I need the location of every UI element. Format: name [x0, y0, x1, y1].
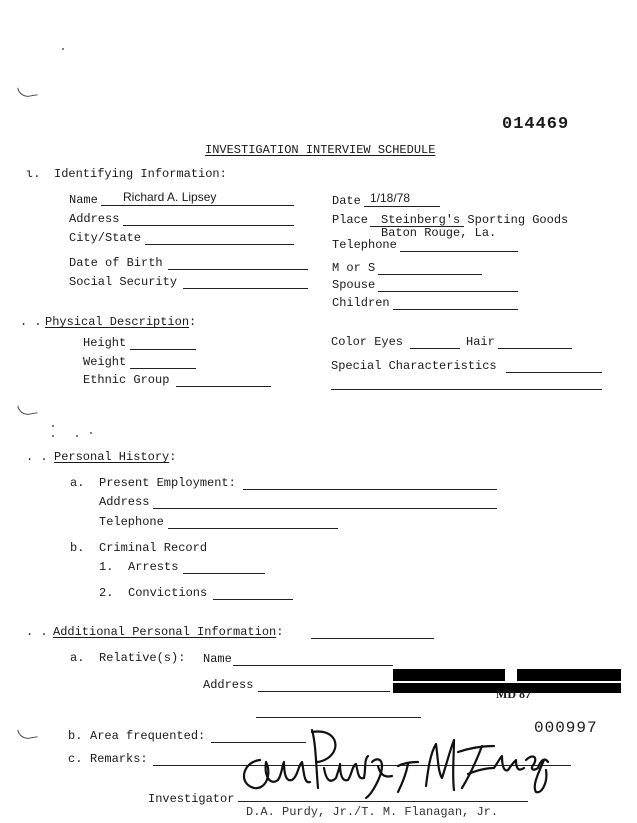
- identifying-info-heading: Identifying Information:: [54, 167, 227, 181]
- scan-speck: [62, 48, 64, 50]
- city-state-line: [145, 244, 294, 245]
- convictions-label: Convictions: [128, 586, 208, 600]
- telephone-line: [400, 251, 518, 252]
- physical-description-heading: [45, 315, 196, 329]
- height-label: Height: [83, 336, 127, 350]
- special-characteristics-line-2: [331, 389, 602, 390]
- item-marker: a.: [70, 651, 85, 665]
- item-marker: c.: [68, 752, 83, 766]
- hair-line: [498, 348, 572, 349]
- special-characteristics-label: Special Characteristics: [331, 359, 497, 373]
- relative-address-label: Address: [203, 678, 254, 692]
- date-of-birth-line: [168, 269, 308, 270]
- marital-status-line: [378, 274, 482, 275]
- arrests-label: Arrests: [128, 560, 179, 574]
- investigator-signature: [232, 722, 562, 802]
- employment-telephone-line: [168, 528, 338, 529]
- heading-colon: :: [189, 315, 197, 329]
- spouse-line: [378, 291, 518, 292]
- date-label: Date: [332, 194, 361, 208]
- name-value: Richard A. Lipsey: [123, 190, 217, 204]
- address-label: Address: [69, 212, 120, 226]
- form-title: INVESTIGATION INTERVIEW SCHEDULE: [205, 143, 436, 157]
- document-number: 014469: [502, 115, 570, 134]
- name-label: Name: [69, 193, 98, 207]
- section-marker: . .: [26, 450, 48, 464]
- color-eyes-label: Color Eyes: [331, 335, 404, 349]
- relative-name-line: [233, 665, 393, 666]
- address-line: [123, 225, 294, 226]
- scan-speck: [52, 425, 54, 427]
- personal-history-heading: [54, 450, 176, 464]
- present-employment-line: [243, 489, 497, 490]
- section-marker: . .: [26, 625, 48, 639]
- arrests-line: [183, 573, 265, 574]
- hair-label: Hair: [466, 335, 495, 349]
- date-of-birth-label: Date of Birth: [69, 256, 163, 270]
- heading-colon: :: [169, 450, 177, 464]
- ethnic-group-line: [176, 386, 271, 387]
- relative-extra-line: [256, 717, 421, 718]
- investigator-names: D.A. Purdy, Jr./T. M. Flanagan, Jr.: [246, 805, 499, 819]
- physical-description-title: Physical Description: [45, 315, 190, 329]
- personal-history-title: Personal History: [54, 450, 170, 464]
- social-security-label: Social Security: [69, 275, 178, 289]
- weight-label: Weight: [83, 355, 127, 369]
- height-line: [130, 349, 196, 350]
- punch-hole-mark: [17, 84, 38, 98]
- city-state-label: City/State: [69, 231, 142, 245]
- page-number: 000997: [534, 719, 598, 737]
- special-characteristics-line: [506, 372, 602, 373]
- present-employment-label: Present Employment:: [99, 476, 236, 490]
- section-marker: . .: [20, 315, 42, 329]
- marital-status-label: M or S: [332, 261, 376, 275]
- item-marker: b.: [70, 541, 85, 555]
- additional-info-line: [311, 638, 434, 639]
- punch-hole-mark: [17, 726, 38, 740]
- social-security-line: [183, 288, 308, 289]
- children-line: [393, 309, 518, 310]
- item-marker: 1.: [99, 560, 114, 574]
- date-line: [364, 206, 440, 207]
- name-line: [101, 205, 294, 206]
- employment-telephone-label: Telephone: [99, 515, 164, 529]
- item-marker: a.: [70, 476, 85, 490]
- ethnic-group-label: Ethnic Group: [83, 373, 170, 387]
- convictions-line: [213, 599, 293, 600]
- heading-colon: :: [276, 625, 284, 639]
- section-marker: ι.: [26, 167, 41, 181]
- redaction-bar: [517, 669, 621, 681]
- scan-speck: [52, 435, 54, 437]
- investigator-label: Investigator: [148, 792, 235, 806]
- scan-speck: [90, 432, 92, 434]
- children-label: Children: [332, 296, 390, 310]
- additional-info-heading: [53, 625, 283, 639]
- spouse-label: Spouse: [332, 278, 376, 292]
- date-value: 1/18/78: [370, 191, 411, 205]
- md-stamp: MD 87: [496, 687, 531, 701]
- additional-info-title: Additional Personal Information: [53, 625, 277, 639]
- employment-address-label: Address: [99, 495, 150, 509]
- item-marker: 2.: [99, 586, 114, 600]
- place-value-line2: Baton Rouge, La.: [381, 226, 497, 240]
- scan-speck: [76, 435, 78, 437]
- place-value-line1: Steinberg's Sporting Goods: [381, 213, 569, 227]
- item-marker: b.: [68, 729, 83, 743]
- punch-hole-mark: [17, 402, 38, 416]
- color-eyes-line: [410, 348, 460, 349]
- employment-address-line: [153, 508, 497, 509]
- redaction-bar: [393, 669, 505, 681]
- criminal-record-label: Criminal Record: [99, 541, 208, 555]
- place-label: Place: [332, 213, 369, 227]
- relative-address-line: [258, 691, 390, 692]
- weight-line: [130, 368, 196, 369]
- relatives-label: Relative(s):: [99, 651, 186, 665]
- remarks-label: Remarks:: [90, 752, 148, 766]
- telephone-label: Telephone: [332, 238, 397, 252]
- area-frequented-label: Area frequented:: [90, 729, 206, 743]
- relative-name-label: Name: [203, 652, 232, 666]
